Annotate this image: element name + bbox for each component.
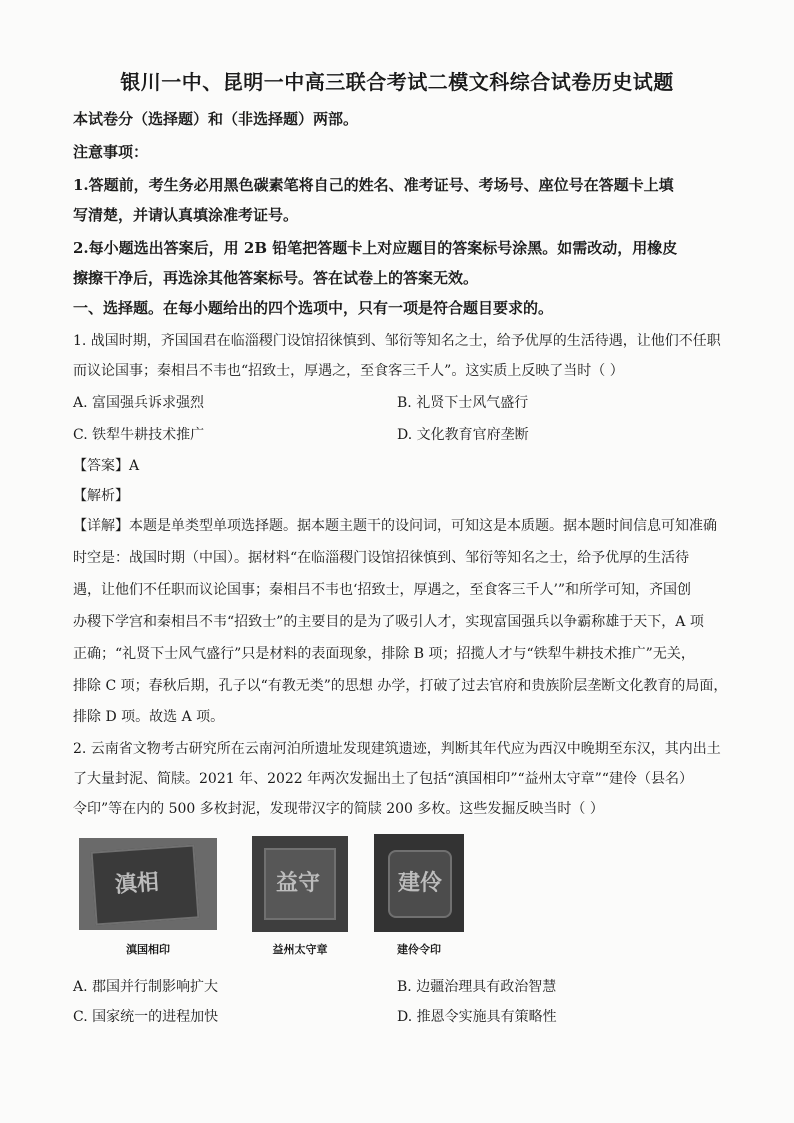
q1-analysis-label: 【解析】 <box>73 488 129 504</box>
seal-glyphs: 益守 <box>276 870 321 896</box>
q1-option-c: C. 铁犁牛耕技术推广 <box>73 427 205 443</box>
seal-clay <box>264 848 336 920</box>
seal-caption: 滇国相印 <box>126 943 170 956</box>
q2-stem-line: 2. 云南省文物考古研究所在云南河泊所遗址发现建筑遗迹，判断其年代应为西汉中晚期至东汉，其内出土 <box>73 741 721 757</box>
q2-stem-line: 了大量封泥、简牍。2021 年、2022 年两次发掘出土了包括“滇国相印”“益州太守章”“建伶（县名） <box>73 771 693 787</box>
seal-glyphs: 滇相 <box>114 869 160 899</box>
notice-line: 擦擦干净后，再选涂其他答案标号。答在试卷上的答案无效。 <box>73 269 479 287</box>
seal-clay <box>91 844 200 925</box>
q1-detail-line: 时空是：战国时期（中国）。据材料“在临淄稷门设馆招徕慎到、邹衍等知名之士，给予优厚的生活待 <box>73 550 690 566</box>
page-title: 银川一中、昆明一中高三联合考试二模文科综合试卷历史试题 <box>120 70 674 94</box>
seal-image-dianguo <box>79 838 217 930</box>
q2-option-b: B. 边疆治理具有政治智慧 <box>397 979 557 995</box>
seal-clay <box>388 850 452 918</box>
intro-text: 本试卷分（选择题）和（非选择题）两部。 <box>73 110 359 128</box>
seal-image-jianling <box>374 834 464 932</box>
q1-detail-line: 遇，让他们不任职而议论国事；秦相吕不韦也‘招致士，厚遇之，至食客三千人’”和所学可知，齐国创 <box>73 582 692 598</box>
q2-stem-line: 令印”等在内的 500 多枚封泥，发现带汉字的简牍 200 多枚。这些发掘反映当时（ ） <box>73 801 604 817</box>
seal-caption: 建伶令印 <box>397 943 441 956</box>
q1-detail-line: 排除 C 项；春秋后期，孔子以“有教无类”的思想 办学，打破了过去官府和贵族阶层垄断文化教育的局面， <box>73 678 728 694</box>
q1-detail-line: 正确；“礼贤下士风气盛行”只是材料的表面现象，排除 B 项；招揽人才与“铁犁牛耕技术推广”无关， <box>73 646 695 662</box>
q1-stem-line: 1. 战国时期，齐国国君在临淄稷门设馆招徕慎到、邹衍等知名之士，给予优厚的生活待遇，让他们不任职 <box>73 333 721 349</box>
q1-option-b: B. 礼贤下士风气盛行 <box>397 395 529 411</box>
q1-option-d: D. 文化教育官府垄断 <box>397 427 529 443</box>
notice-line: 1.答题前，考生务必用黑色碳素笔将自己的姓名、准考证号、考场号、座位号在答题卡上填 <box>73 176 674 194</box>
seal-image-yizhou <box>252 836 348 932</box>
q2-option-d: D. 推恩令实施具有策略性 <box>397 1009 557 1025</box>
notice-line: 2.每小题选出答案后，用 2B 铅笔把答题卡上对应题目的答案标号涂黑。如需改动，用橡皮 <box>73 239 678 257</box>
notice-line: 写清楚，并请认真填涂准考证号。 <box>73 206 299 224</box>
q1-detail-line: 办稷下学宫和秦相吕不韦“招致士”的主要目的是为了吸引人才，实现富国强兵以争霸称雄于天下，A 项 <box>73 614 704 630</box>
notice-heading: 注意事项： <box>73 143 149 161</box>
q1-detail-line: 【详解】本题是单类型单项选择题。据本题主题干的设问词，可知这是本质题。据本题时间信息可知准确 <box>73 518 717 534</box>
seal-caption: 益州太守章 <box>272 943 328 956</box>
q2-option-a: A. 郡国并行制影响扩大 <box>73 979 219 995</box>
q1-answer: 【答案】A <box>73 458 140 474</box>
q2-option-c: C. 国家统一的进程加快 <box>73 1009 219 1025</box>
q1-option-a: A. 富国强兵诉求强烈 <box>73 395 205 411</box>
q1-stem-line: 而议论国事；秦相吕不韦也“招致士，厚遇之，至食客三千人”。这实质上反映了当时（ ） <box>73 363 624 379</box>
q1-detail-line: 排除 D 项。故选 A 项。 <box>73 709 225 725</box>
seal-glyphs: 建伶 <box>398 870 443 896</box>
section-heading: 一、选择题。在每小题给出的四个选项中，只有一项是符合题目要求的。 <box>73 299 554 317</box>
